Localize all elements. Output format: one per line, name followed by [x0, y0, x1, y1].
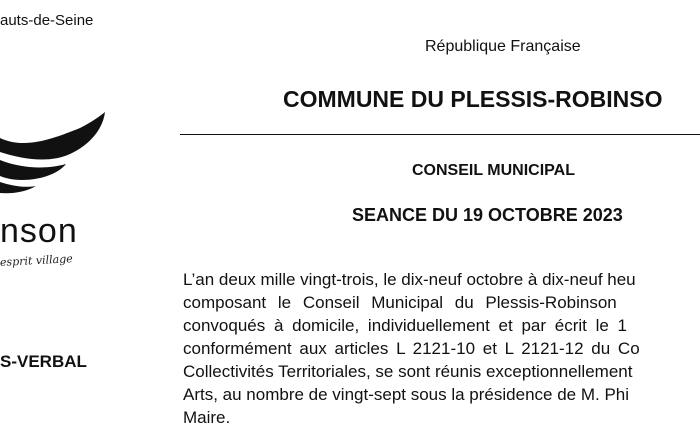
- body-text-line: composant le Conseil Municipal du Plessis-Robinson: [183, 293, 617, 312]
- city-logo-wing-icon: [0, 108, 110, 198]
- body-text-line: Collectivités Territoriales, se sont réunis exceptionnellement: [183, 362, 633, 381]
- body-text-line: L’an deux mille vingt-trois, le dix-neuf octobre à dix-neuf heu: [183, 270, 636, 289]
- logo-wordmark: nson: [0, 212, 78, 250]
- body-text-line: convoqués à domicile, individuellement et par écrit le 1: [183, 316, 628, 335]
- body-text-line: conformément aux articles L 2121-10 et L 2121-12 du Co: [183, 339, 640, 358]
- logo-tagline: esprit village: [0, 252, 74, 269]
- republique-label: République Française: [425, 38, 581, 55]
- document-type-heading: S-VERBAL: [0, 352, 87, 371]
- seance-date-heading: SEANCE DU 19 OCTOBRE 2023: [352, 205, 623, 225]
- conseil-heading: CONSEIL MUNICIPAL: [412, 162, 575, 179]
- commune-title: COMMUNE DU PLESSIS-ROBINSO: [283, 86, 663, 112]
- body-text-line: Maire.: [183, 408, 231, 427]
- body-text-line: Arts, au nombre de vingt-sept sous la présidence de M. Phi: [183, 385, 630, 404]
- department-label: auts-de-Seine: [0, 12, 94, 29]
- header-divider: [180, 134, 700, 135]
